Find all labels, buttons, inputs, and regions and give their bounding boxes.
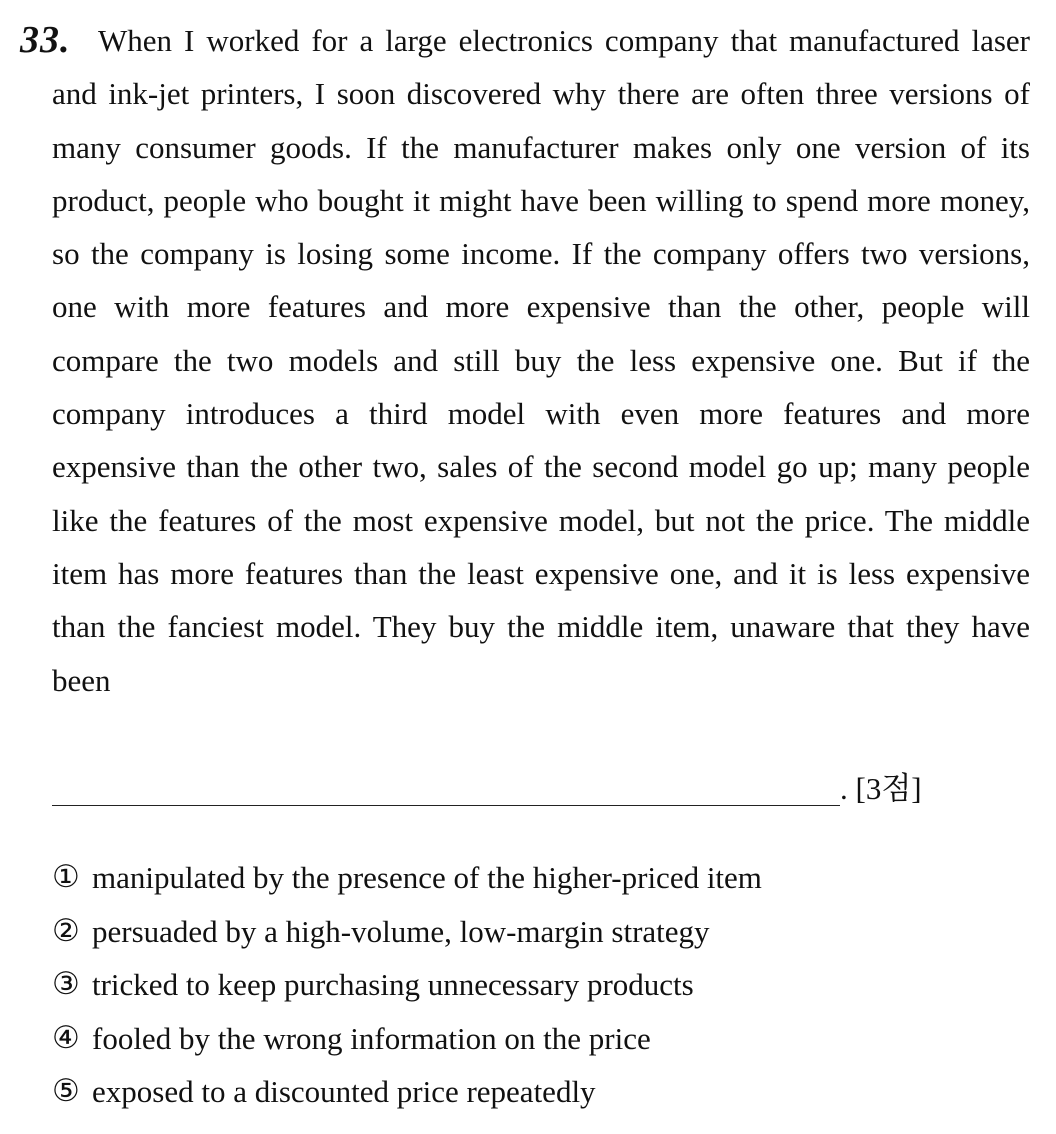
choice-5-number: ⑤ (52, 1073, 80, 1109)
choice-3[interactable] (52, 958, 1042, 1012)
choice-4-text: fooled by the wrong information on the price (92, 1020, 651, 1056)
question-number: 33. (20, 19, 71, 61)
points-label: . [3점] (840, 771, 922, 806)
choice-3-number: ③ (52, 966, 80, 1002)
answer-blank (52, 805, 840, 806)
choice-1-text: manipulated by the presence of the higher-priced item (92, 860, 762, 895)
passage-text: When I worked for a large electronics company that manufactured laser and ink-jet printers, I soon discovered why there are often three versions of many consumer goods. If the manufacturer makes only one version of its product, people who bought it might have been willing to spend more money, so the company is losing some income. If the company offers two versions, one with more features and more expensive than the other, people will compare the two models and still buy the less expensive one. But if the company introduces a third model with even more features and more expensive than the other two, sales of the second model go up; many people like the features of the most expensive model, but not the price. The middle item has more features than the least expensive one, and it is less expensive than the fanciest model. They buy the middle item, unaware that they have been (52, 23, 1030, 698)
choice-2-text: persuaded by a high-volume, low-margin strategy (92, 913, 710, 949)
choice-2-number: ② (52, 912, 80, 949)
choice-3-text: tricked to keep purchasing unnecessary products (92, 967, 694, 1002)
answer-choices (52, 851, 1042, 1119)
choice-5[interactable] (52, 1065, 1042, 1119)
choice-2[interactable] (52, 905, 1042, 959)
choice-1[interactable] (52, 851, 1042, 905)
choice-4-number: ④ (52, 1019, 80, 1056)
choice-4[interactable] (52, 1012, 1042, 1066)
choice-1-number: ① (52, 859, 80, 895)
choice-5-text: exposed to a discounted price repeatedly (92, 1074, 596, 1109)
